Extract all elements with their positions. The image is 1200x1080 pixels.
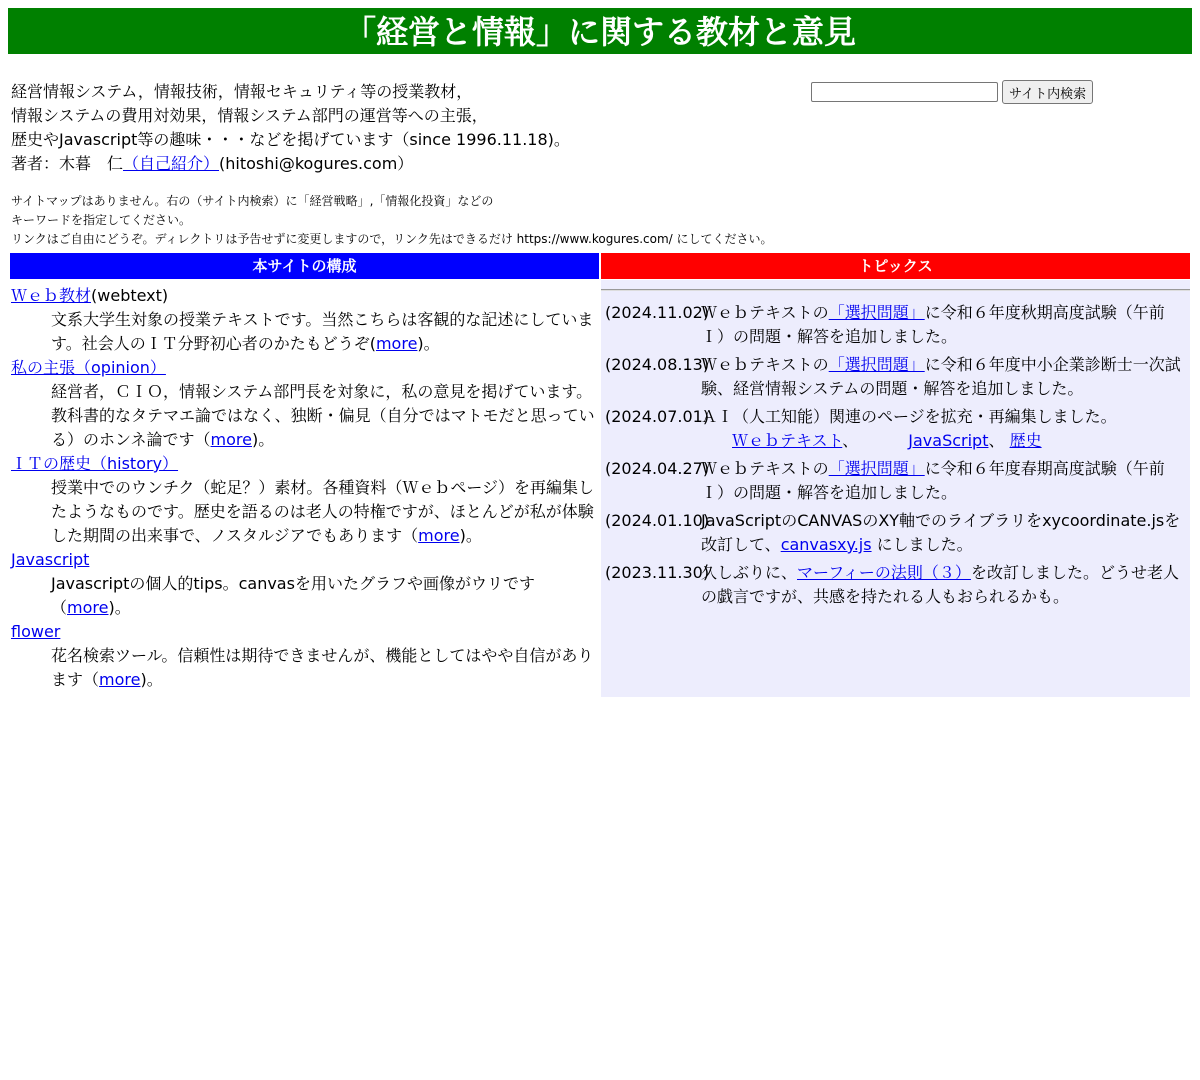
topic-text: を改訂しました。どうせ老人の戯言ですが、共感を持たれる人もおられるかも。 bbox=[701, 563, 1179, 606]
topic-date: (2024.07.01) bbox=[605, 407, 710, 426]
topics-panel bbox=[601, 280, 1190, 697]
site-structure bbox=[11, 284, 599, 692]
topic-body bbox=[701, 353, 1186, 401]
topic-link[interactable]: 「選択問題」 bbox=[828, 459, 925, 478]
topics-heading: トピックス bbox=[601, 253, 1190, 279]
topic-body bbox=[701, 457, 1186, 505]
search-input[interactable] bbox=[811, 82, 998, 102]
topic-date: (2024.01.10) bbox=[605, 511, 710, 530]
topic-date: (2023.11.30) bbox=[605, 563, 710, 582]
topic-sublinks: Ｗｅｂテキスト、 JavaScript、 歴史 bbox=[732, 431, 1042, 450]
desc-text: 文系大学生対象の授業テキストです。当然こちらは客観的な記述にしています。社会人のＩＴ分野初心者のかたもどうぞ( bbox=[51, 310, 594, 353]
site-search bbox=[811, 80, 1093, 104]
desc-text: 花名検索ツール。信頼性は期待できませんが、機能としてはやや自信があります（ bbox=[51, 646, 594, 689]
intro-line: 情報システムの費用対効果，情報システム部門の運営等への主張， bbox=[11, 106, 488, 125]
topic-item bbox=[605, 353, 1186, 401]
opinion-link[interactable]: 私の主張（opinion） bbox=[11, 358, 166, 377]
structure-item-desc bbox=[51, 476, 599, 548]
topic-date: (2024.04.27) bbox=[605, 459, 710, 478]
topic-text: ＡＩ（人工知能）関連のページを拡充・再編集しました。 bbox=[701, 407, 1117, 426]
author-name: 著者：木暮 仁 bbox=[11, 154, 124, 173]
topic-item bbox=[605, 457, 1186, 505]
topic-text: にしました。 bbox=[871, 535, 973, 554]
desc-text: 授業中でのウンチク（蛇足？）素材。各種資料（Ｗｅｂページ）を再編集したようなものです。歴史を語るのは老人の特権ですが、ほとんどが私が体験した期間の出来事で、ノスタルジアでもあります（ bbox=[51, 478, 595, 545]
more-link[interactable]: more bbox=[99, 670, 141, 689]
topic-body bbox=[701, 405, 1186, 453]
topic-text: に令和６年度秋期高度試験（午前Ｉ）の問題・解答を追加しました。 bbox=[701, 303, 1165, 346]
more-link[interactable]: more bbox=[210, 430, 252, 449]
history-topic-link[interactable]: 歴史 bbox=[1009, 431, 1042, 450]
site-notes bbox=[11, 192, 831, 249]
topic-body bbox=[701, 561, 1186, 609]
javascript-topic-link[interactable]: JavaScript bbox=[908, 431, 989, 450]
topic-body bbox=[701, 301, 1186, 349]
desc-end: )。 bbox=[251, 430, 275, 449]
topic-text: に令和６年度春期高度試験（午前Ｉ）の問題・解答を追加しました。 bbox=[701, 459, 1165, 502]
structure-item bbox=[11, 452, 599, 548]
structure-item-desc bbox=[51, 308, 599, 356]
intro-line: 歴史やJavascript等の趣味・・・などを掲げています（since 1996.11.18)。 bbox=[11, 130, 570, 149]
author-email: (hitoshi@kogures.com） bbox=[219, 154, 414, 173]
structure-item-desc bbox=[51, 644, 599, 692]
self-intro-link[interactable]: （自己紹介） bbox=[123, 154, 220, 173]
topic-text: Ｗｅｂテキストの bbox=[701, 355, 829, 374]
desc-end: )。 bbox=[459, 526, 482, 545]
item-suffix: (webtext) bbox=[91, 286, 169, 305]
topic-item bbox=[605, 509, 1186, 557]
note-line: リンクはご自由にどうぞ。ディレクトリは予告せずに変更しますので，リンク先はできるだけ https://www.kogures.com/ にしてください。 bbox=[11, 232, 773, 246]
desc-text: 経営者，ＣＩＯ，情報システム部門長を対象に，私の意見を掲げています。教科書的なタテマエ論ではなく、独断・偏見（自分ではマトモだと思っている）のホンネ論です（ bbox=[51, 382, 595, 449]
desc-text: Javascriptの個人的tips。canvasを用いたグラフや画像がウリです （ bbox=[51, 574, 551, 617]
topics-list bbox=[601, 301, 1190, 609]
intro-line: 経営情報システム，情報技術，情報セキュリティ等の授業教材， bbox=[11, 82, 473, 101]
structure-item bbox=[11, 548, 599, 620]
author-line bbox=[11, 152, 791, 176]
flower-link[interactable]: flower bbox=[11, 622, 61, 641]
webtext-link[interactable]: Ｗｅｂ教材 bbox=[11, 286, 92, 305]
topic-link[interactable]: 「選択問題」 bbox=[828, 355, 925, 374]
topic-item bbox=[605, 561, 1186, 609]
search-button[interactable]: サイト内検索 bbox=[1002, 80, 1093, 104]
topic-link[interactable]: 「選択問題」 bbox=[828, 303, 925, 322]
structure-item bbox=[11, 620, 599, 692]
topic-text: 久しぶりに、 bbox=[701, 563, 798, 582]
more-link[interactable]: more bbox=[67, 598, 109, 617]
topics-divider bbox=[601, 289, 1190, 291]
topic-body bbox=[701, 509, 1186, 557]
structure-item-title bbox=[11, 548, 599, 572]
history-link[interactable]: ＩＴの歴史（history） bbox=[11, 454, 179, 473]
note-line: サイトマップはありません。右の（サイト内検索）に「経営戦略」,「情報化投資」などの bbox=[11, 194, 494, 208]
structure-item-desc bbox=[51, 380, 599, 452]
topic-date: (2024.11.02) bbox=[605, 303, 710, 322]
webtext-topic-link[interactable]: Ｗｅｂテキスト bbox=[732, 431, 843, 450]
structure-heading: 本サイトの構成 bbox=[10, 253, 599, 279]
structure-item-title bbox=[11, 452, 599, 476]
topic-item bbox=[605, 405, 1186, 453]
topic-link[interactable]: canvasxy.js bbox=[780, 535, 872, 554]
topic-date: (2024.08.13) bbox=[605, 355, 710, 374]
structure-item-title bbox=[11, 620, 599, 644]
more-link[interactable]: more bbox=[418, 526, 460, 545]
page-title: 「経営と情報」に関する教材と意見 bbox=[8, 8, 1192, 54]
desc-end: )。 bbox=[108, 598, 131, 617]
structure-item-desc bbox=[51, 572, 599, 620]
topic-text: Ｗｅｂテキストの bbox=[701, 303, 829, 322]
structure-item bbox=[11, 356, 599, 452]
intro bbox=[11, 80, 791, 176]
structure-item-title bbox=[11, 356, 599, 380]
topic-item bbox=[605, 301, 1186, 349]
more-link[interactable]: more bbox=[375, 334, 418, 353]
javascript-link[interactable]: Javascript bbox=[11, 550, 90, 569]
desc-end: )。 bbox=[140, 670, 163, 689]
topic-text: Ｗｅｂテキストの bbox=[701, 459, 829, 478]
desc-end: )。 bbox=[417, 334, 440, 353]
topic-text: JavaScriptのCANVASのXY軸でのライブラリをxycoordinate.jsを改訂して、 bbox=[701, 511, 1181, 554]
note-line: キーワードを指定してください。 bbox=[11, 213, 192, 227]
structure-item-title bbox=[11, 284, 599, 308]
topic-link[interactable]: マーフィーの法則（３） bbox=[797, 563, 971, 582]
topic-text: に令和６年度中小企業診断士一次試験、経営情報システムの問題・解答を追加しました。 bbox=[701, 355, 1181, 398]
structure-item bbox=[11, 284, 599, 356]
